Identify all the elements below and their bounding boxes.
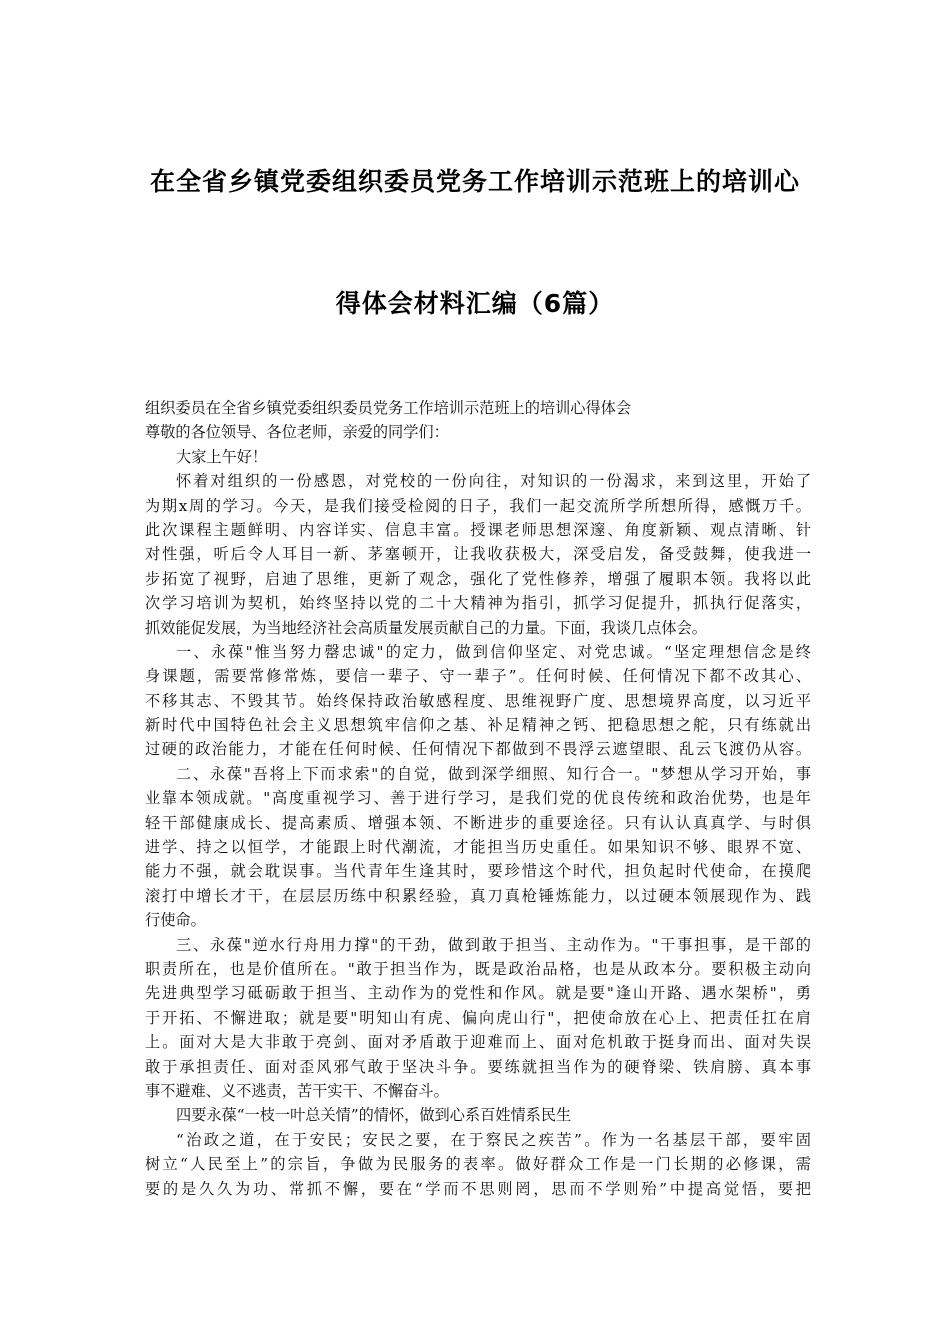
body-text-line: 抓效能促发展，为当地经济社会高质量发展贡献自己的力量。下面，我谈几点体会。	[145, 618, 707, 637]
body-text-line: 三、永葆"逆水行舟用力撑"的干劲，做到敢于担当、主动作为。"干事担事，是干部的	[176, 935, 811, 954]
document-title-line-1: 在全省乡镇党委组织委员党务工作培训示范班上的培训心	[149, 167, 800, 196]
body-text-line: 大家上午好！	[176, 447, 268, 466]
body-text-line: 树立“人民至上”的宗旨，争做为民服务的表率。做好群众工作是一门长期的必修课，需	[145, 1155, 811, 1174]
body-text-line: 四要永葆“一枝一叶总关情”的情怀，做到心系百姓情系民生	[176, 1106, 572, 1125]
body-text-line: 尊敬的各位领导、各位老师，亲爱的同学们：	[145, 423, 449, 442]
body-text-line: 组织委员在全省乡镇党委组织委员党务工作培训示范班上的培训心得体会	[145, 399, 631, 417]
body-text-line: 新时代中国特色社会主义思想筑牢信仰之基、补足精神之钙、把稳思想之舵，只有练就出	[145, 716, 811, 735]
body-text-line: 轻干部健康成长、提高素质、增强本领、不断进步的重要途径。只有认认真真学、与时俱	[145, 813, 811, 832]
body-text-line: 为期x周的学习。今天，是我们接受检阅的日子，我们一起交流所学所想所得，感慨万千。	[145, 496, 811, 515]
body-text-line: 行使命。	[145, 911, 206, 930]
body-text-line: “治政之道，在于安民；安民之要，在于察民之疾苦”。作为一名基层干部，要牢固	[176, 1130, 811, 1149]
body-text-line: 过硬的政治能力，才能在任何时候、任何情况下都做到不畏浮云遮望眼、乱云飞渡仍从容。	[145, 740, 811, 759]
body-text-line: 身课题，需要常修常炼，要信一辈子、守一辈子”。任何时候、任何情况下都不改其心、	[145, 667, 811, 686]
body-text-line: 不移其志、不毁其节。始终保持政治敏感程度、思维视野广度、思想境界高度，以习近平	[145, 691, 811, 710]
body-text-line: 事不避难、义不逃责，苦干实干、不懈奋斗。	[145, 1081, 449, 1100]
body-text-line: 对性强，听后令人耳目一新、茅塞顿开，让我收获极大，深受启发，备受鼓舞，使我进一	[145, 545, 811, 564]
body-text-line: 敢于承担责任、面对歪风邪气敢于坚决斗争。要练就担当作为的硬脊梁、铁肩膀、真本事	[145, 1057, 811, 1076]
body-text-line: 步拓宽了视野，启迪了思维，更新了观念，强化了党性修养，增强了履职本领。我将以此	[145, 569, 811, 588]
body-text-line: 怀着对组织的一份感恩，对党校的一份向往，对知识的一份渴求，来到这里，开始了	[176, 472, 811, 491]
body-text-line: 先进典型学习砥砺敢于担当、主动作为的党性和作风。就是要"逢山开路、遇水架桥"，勇	[145, 984, 811, 1003]
body-text-line: 滚打中增长才干，在层层历练中积累经验，真刀真枪锤炼能力，以过硬本领展现作为、践	[145, 886, 811, 905]
body-text-line: 业靠本领成就。"高度重视学习、善于进行学习，是我们党的优良传统和政治优势，也是年	[145, 789, 811, 808]
document-body	[145, 396, 811, 1201]
body-text-line: 于开拓、不懈进取；就是要"明知山有虎、偏向虎山行"，把使命放在心上、把责任扛在肩	[145, 1008, 811, 1027]
body-text-line: 要的是久久为功、常抓不懈，要在“学而不思则罔，思而不学则殆”中提高觉悟，要把	[145, 1179, 811, 1198]
body-text-line: 次学习培训为契机，始终坚持以党的二十大精神为指引，抓学习促提升，抓执行促落实，	[145, 594, 811, 613]
body-text-line: 进学、持之以恒学，才能跟上时代潮流，才能担当历史重任。如果知识不够、眼界不宽、	[145, 838, 811, 857]
body-text-line: 此次课程主题鲜明、内容详实、信息丰富。授课老师思想深邃、角度新颖、观点清晰、针	[145, 520, 811, 539]
body-text-line: 上。面对大是大非敢于亮剑、面对矛盾敢于迎难而上、面对危机敢于挺身而出、面对失误	[145, 1033, 811, 1052]
body-text-line: 一、永葆"惟当努力罄忠诚"的定力，做到信仰坚定、对党忠诚。“坚定理想信念是终	[176, 642, 811, 661]
body-text-line: 职责所在，也是价值所在。"敢于担当作为，既是政治品格，也是从政本分。要积极主动向	[145, 959, 811, 978]
body-text-line: 二、永葆"吾将上下而求索"的自觉，做到深学细照、知行合一。"梦想从学习开始，事	[176, 764, 811, 783]
body-text-line: 能力不强，就会耽误事。当代青年生逢其时，要珍惜这个时代，担负起时代使命，在摸爬	[145, 862, 811, 881]
document-title-line-2: 得体会材料汇编（6篇）	[335, 289, 615, 318]
